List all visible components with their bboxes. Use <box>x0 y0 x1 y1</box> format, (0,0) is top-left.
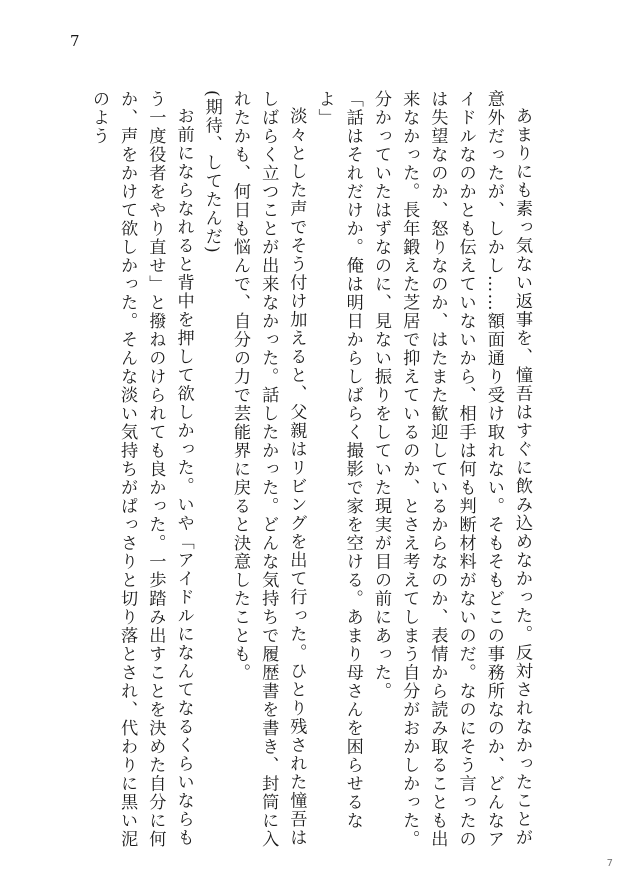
corner-page-mark: 7 <box>606 858 613 869</box>
vertical-text-body <box>85 90 536 850</box>
paragraph-narration-3: お前にならなれると背中を押して欲しかった。いや「アイドルになんてなるくらいならもう一度役者をやり直せ」と撥ねのけられても良かった。一歩踏み出すことを決めた自分に何か、声をかけて欲しかった。そんな淡い気持ちがぱっさりと切り落とされ、代わりに黒い泥のよう <box>88 90 194 849</box>
paragraph-narration-1: あまりにも素っ気ない返事を、憧吾はすぐに飲み込めなかった。反対されなかったことが意外だったが、しかし……額面通り受け取れない。そもそもどこの事務所なのか、どんなアイドルなのかとも伝えていないから、相手は何も判断材料がないのだ。なのにそう言ったのは失望なのか、怒りなのか、はたまた歓迎しているからなのか、表情から読み取ることも出来なかった。長年鍛えた芝居で抑えているのか、とさえ考えてしまう自分がおかしかった。分かっていたはずなのに、見ない振りをしていた現実が目の前にあった。 <box>370 90 532 849</box>
paragraph-narration-2: 淡々とした声でそう付け加えると、父親はリビングを出て行った。ひとり残された憧吾はしばらく立つことが出来なかった。話したかった。どんな気持ちで履歴書を書き、封筒に入れたかも、何日も悩んで、自分の力で芸能界に戻ると決意したことも。 <box>229 90 307 849</box>
paragraph-dialogue-father: 「話はそれだけか。俺は明日からしばらく撮影で家を空ける。あまり母さんを困らせるなよ」 <box>314 90 363 830</box>
paragraph-inner-thought: (期待、してたんだ) <box>201 90 222 255</box>
page-number: 7 <box>70 32 80 50</box>
